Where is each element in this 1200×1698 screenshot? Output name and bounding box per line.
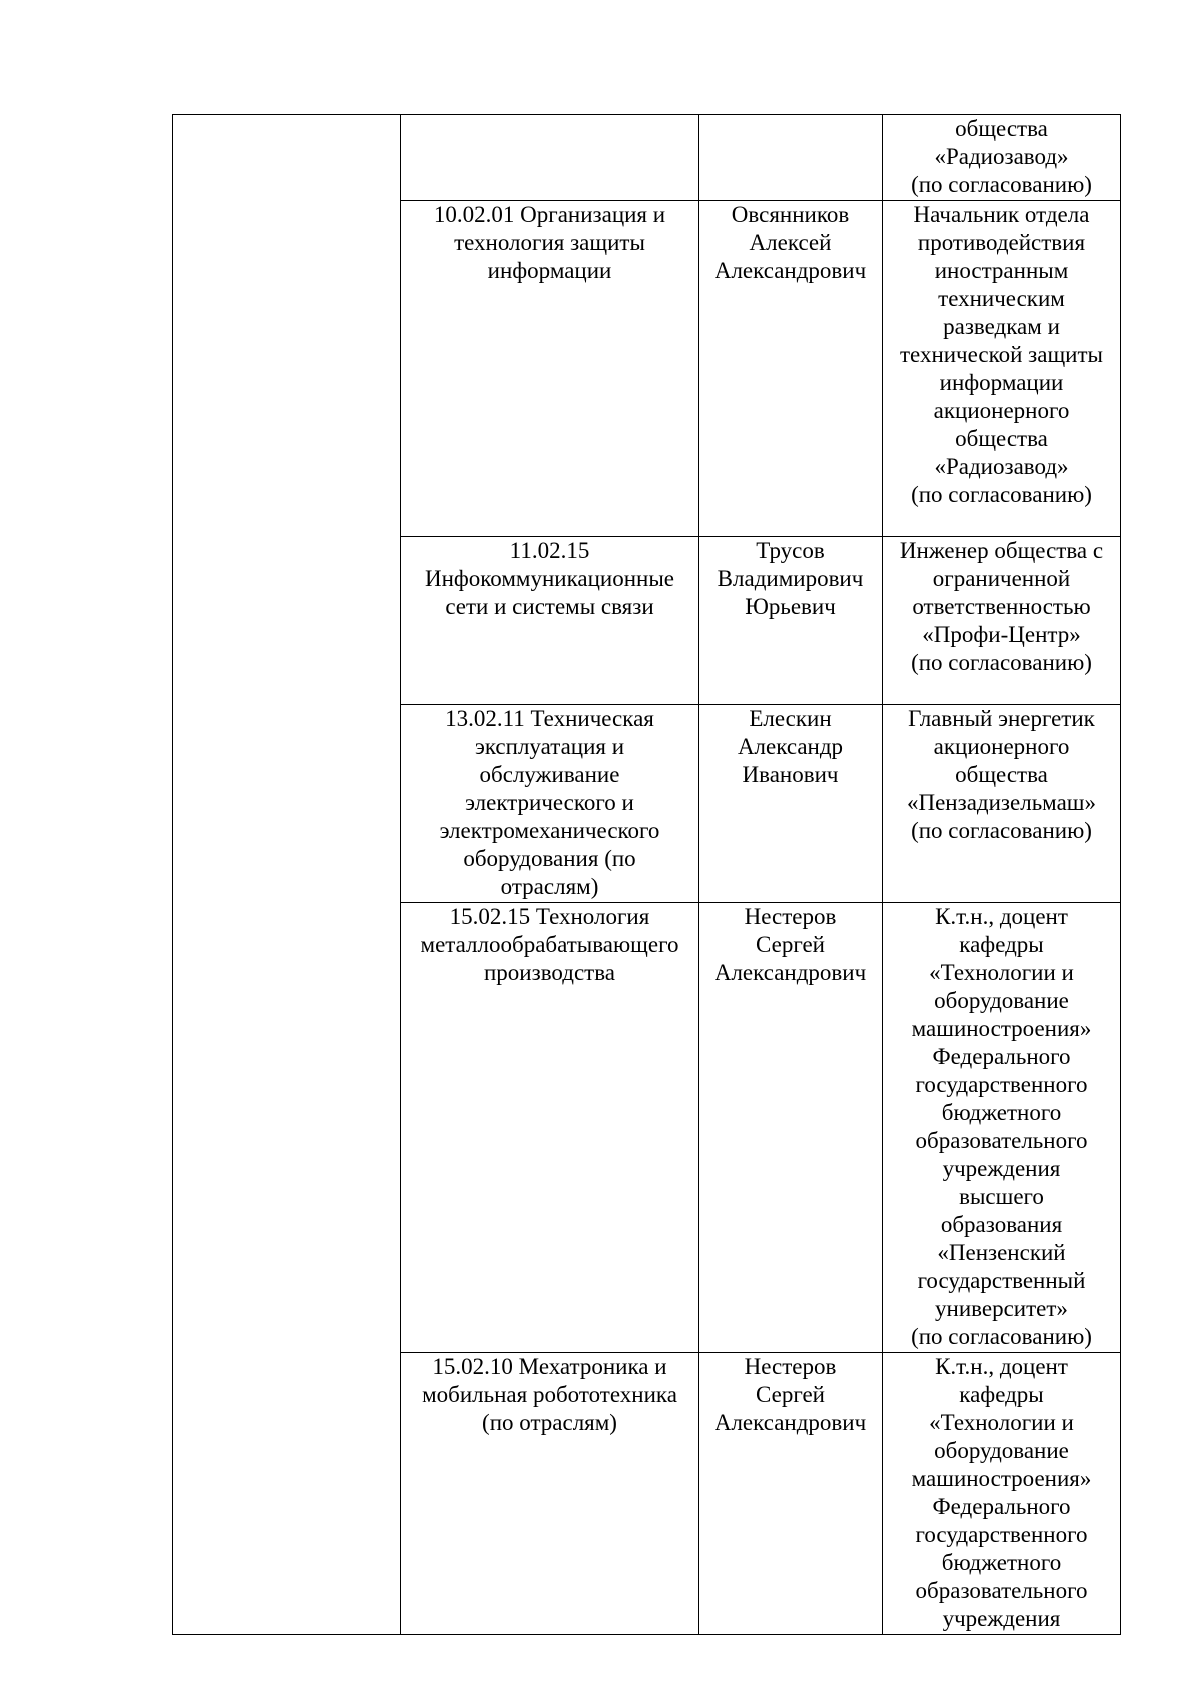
cell-text-line: (по согласованию) bbox=[911, 1324, 1092, 1349]
cell-text-line: Инфокоммуникационные bbox=[424, 566, 675, 591]
cell-text-line: Сергей bbox=[756, 1382, 825, 1407]
person-cell bbox=[699, 903, 883, 1353]
program-cell bbox=[401, 705, 699, 903]
position-cell bbox=[883, 115, 1121, 201]
cell-text-line: Инженер общества с bbox=[899, 538, 1104, 563]
cell-text-line: (по согласованию) bbox=[911, 818, 1092, 843]
cell-text-line: электрического и bbox=[465, 790, 634, 815]
position-cell bbox=[883, 201, 1121, 537]
cell-text-line: техническим bbox=[938, 286, 1065, 311]
cell-text-line: (по отраслям) bbox=[482, 1410, 617, 1435]
cell-text-line: Елескин bbox=[749, 706, 832, 731]
cell-text-line: «Радиозавод» bbox=[934, 144, 1069, 169]
cell-text-line: государственного bbox=[915, 1072, 1088, 1097]
person-cell bbox=[699, 537, 883, 705]
cell-text-line: 11.02.15 bbox=[509, 538, 590, 563]
cell-text-line: (по согласованию) bbox=[911, 172, 1092, 197]
cell-text-line: Юрьевич bbox=[745, 594, 836, 619]
cell-text-line: электромеханического bbox=[439, 818, 660, 843]
cell-text-line: ограниченной bbox=[932, 566, 1071, 591]
table-row bbox=[173, 115, 1121, 201]
cell-text-line: бюджетного bbox=[941, 1100, 1062, 1125]
cell-text-line: «Радиозавод» bbox=[934, 454, 1069, 479]
cell-text-line: Нестеров bbox=[744, 1354, 837, 1379]
cell-text-line: Александр bbox=[737, 734, 844, 759]
cell-text-line: Алексей bbox=[749, 230, 832, 255]
cell-text-line: «Профи-Центр» bbox=[922, 622, 1081, 647]
cell-text-line: Александрович bbox=[714, 258, 867, 283]
staff-table bbox=[172, 114, 1121, 1635]
cell-text-line: эксплуатация и bbox=[474, 734, 625, 759]
cell-text-line: Александрович bbox=[714, 960, 867, 985]
cell-text-line: технология защиты bbox=[454, 230, 645, 255]
cell-text-line: оборудование bbox=[934, 988, 1069, 1013]
cell-text-line: металлообрабатывающего bbox=[420, 932, 679, 957]
position-cell bbox=[883, 705, 1121, 903]
cell-text-line: информации bbox=[939, 370, 1064, 395]
program-cell bbox=[401, 1353, 699, 1635]
program-cell bbox=[401, 903, 699, 1353]
cell-text-line: кафедры bbox=[959, 932, 1044, 957]
cell-text-line: иностранным bbox=[934, 258, 1069, 283]
cell-text-line: общества bbox=[955, 426, 1048, 451]
cell-text-line: Овсянников bbox=[731, 202, 850, 227]
cell-text-line: 15.02.15 Технология bbox=[449, 904, 650, 929]
person-cell bbox=[699, 115, 883, 201]
cell-text-line: производства bbox=[484, 960, 615, 985]
cell-text-line: кафедры bbox=[959, 1382, 1044, 1407]
cell-text-line: 15.02.10 Мехатроника и bbox=[432, 1354, 667, 1379]
cell-text-line: машиностроения» bbox=[911, 1466, 1092, 1491]
cell-text-line: акционерного bbox=[933, 398, 1070, 423]
cell-text-line: 10.02.01 Организация и bbox=[433, 202, 666, 227]
cell-text-line: Иванович bbox=[742, 762, 839, 787]
cell-text-line: оборудование bbox=[934, 1438, 1069, 1463]
cell-text-line: общества bbox=[955, 116, 1048, 141]
cell-text-line: государственный bbox=[917, 1268, 1086, 1293]
cell-text-line: университет» bbox=[935, 1296, 1068, 1321]
cell-text-line: общества bbox=[955, 762, 1048, 787]
cell-text-line: Сергей bbox=[756, 932, 825, 957]
cell-text-line: Александрович bbox=[714, 1410, 867, 1435]
cell-text-line: Нестеров bbox=[744, 904, 837, 929]
program-cell bbox=[401, 537, 699, 705]
cell-text-line: Владимирович bbox=[717, 566, 864, 591]
cell-text-line: «Пензенский bbox=[937, 1240, 1066, 1265]
cell-text-line: мобильная робототехника bbox=[422, 1382, 677, 1407]
cell-text-line: бюджетного bbox=[941, 1550, 1062, 1575]
cell-text-line: «Технологии и bbox=[929, 1410, 1074, 1435]
cell-text-line: образовательного bbox=[915, 1128, 1088, 1153]
person-cell bbox=[699, 1353, 883, 1635]
cell-text-line: Федерального bbox=[932, 1044, 1071, 1069]
cell-text-line: учреждения bbox=[942, 1606, 1061, 1631]
cell-text-line: сети и системы связи bbox=[445, 594, 654, 619]
cell-text-line: Федерального bbox=[932, 1494, 1071, 1519]
cell-text-line: К.т.н., доцент bbox=[935, 1354, 1068, 1379]
cell-text-line: обслуживание bbox=[479, 762, 620, 787]
cell-text-line: отраслям) bbox=[500, 874, 599, 899]
program-cell bbox=[401, 115, 699, 201]
position-cell bbox=[883, 903, 1121, 1353]
cell-text-line: акционерного bbox=[933, 734, 1070, 759]
cell-text-line: разведкам и bbox=[943, 314, 1060, 339]
cell-text-line: машиностроения» bbox=[911, 1016, 1092, 1041]
cell-text-line: Главный энергетик bbox=[908, 706, 1095, 731]
cell-text-line: образовательного bbox=[915, 1578, 1088, 1603]
cell-text-line: ответственностью bbox=[912, 594, 1091, 619]
person-cell bbox=[699, 201, 883, 537]
cell-text-line: противодействия bbox=[917, 230, 1086, 255]
position-cell bbox=[883, 1353, 1121, 1635]
cell-text-line: высшего bbox=[959, 1184, 1044, 1209]
cell-text-line: (по согласованию) bbox=[911, 482, 1092, 507]
cell-text-line: Начальник отдела bbox=[913, 202, 1090, 227]
cell-text-line: «Технологии и bbox=[929, 960, 1074, 985]
cell-text-line: учреждения bbox=[942, 1156, 1061, 1181]
cell-text-line: (по согласованию) bbox=[911, 650, 1092, 675]
empty-left-column-cell bbox=[173, 115, 401, 1635]
cell-text-line: технической защиты bbox=[899, 342, 1103, 367]
cell-text-line: государственного bbox=[915, 1522, 1088, 1547]
person-cell bbox=[699, 705, 883, 903]
cell-text-line: оборудования (по bbox=[463, 846, 636, 871]
cell-text-line: К.т.н., доцент bbox=[935, 904, 1068, 929]
cell-text-line: Трусов bbox=[756, 538, 825, 563]
cell-text-line: образования bbox=[940, 1212, 1063, 1237]
cell-text-line: информации bbox=[487, 258, 612, 283]
cell-text-line: «Пензадизельмаш» bbox=[906, 790, 1096, 815]
position-cell bbox=[883, 537, 1121, 705]
program-cell bbox=[401, 201, 699, 537]
cell-text-line: 13.02.11 Техническая bbox=[445, 706, 654, 731]
